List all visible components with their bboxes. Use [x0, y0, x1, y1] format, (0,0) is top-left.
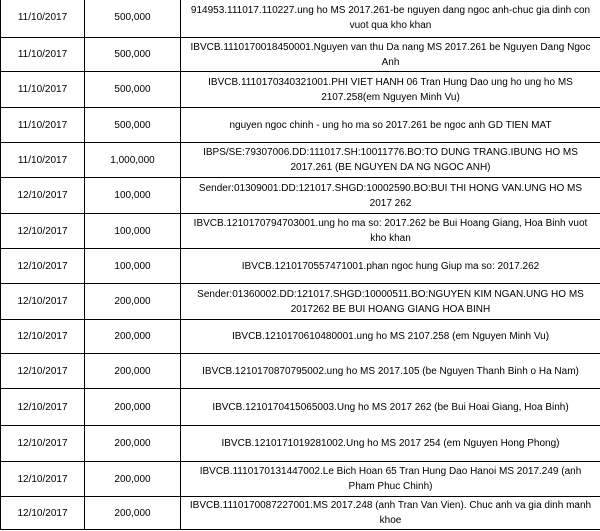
- table-row: [1, 0, 600, 38]
- table-row: [1, 497, 600, 530]
- amount-cell: 200,000: [85, 426, 181, 462]
- table-row: [1, 426, 600, 462]
- amount-cell: 100,000: [85, 249, 181, 284]
- date-cell: 12/10/2017: [1, 354, 85, 389]
- table-row: [1, 38, 600, 72]
- table-row: [1, 143, 600, 178]
- date-cell: 12/10/2017: [1, 249, 85, 284]
- description-cell: Sender:01309001.DD:121017.SHGD:10002590.BO:BUI THI HONG VAN.UNG HO MS 2017 262: [181, 178, 600, 214]
- amount-cell: 500,000: [85, 38, 181, 72]
- table-row: [1, 108, 600, 143]
- amount-cell: 500,000: [85, 72, 181, 108]
- date-cell: 12/10/2017: [1, 462, 85, 497]
- date-cell: 12/10/2017: [1, 389, 85, 426]
- description-cell: IBVCB.1110170018450001.Nguyen van thu Da nang MS 2017.261 be Nguyen Dang Ngoc Anh: [181, 38, 600, 72]
- description-cell: IBVCB.1210170610480001.ung ho MS 2107.258 (em Nguyen Minh Vu): [181, 320, 600, 354]
- table-row: [1, 249, 600, 284]
- table-row: [1, 178, 600, 214]
- date-cell: 12/10/2017: [1, 320, 85, 354]
- description-cell: Sender:01360002.DD:121017.SHGD:10000511.BO:NGUYEN KIM NGAN.UNG HO MS 2017262 BE BUI HOANG GIANG HOA BINH: [181, 284, 600, 320]
- date-cell: 12/10/2017: [1, 214, 85, 249]
- date-cell: 12/10/2017: [1, 178, 85, 214]
- description-cell: 914953.111017.110227.ung ho MS 2017.261-be nguyen dang ngoc anh-chuc gia dinh con vuot qua kho khan: [181, 0, 600, 38]
- date-cell: 11/10/2017: [1, 143, 85, 178]
- date-cell: 11/10/2017: [1, 108, 85, 143]
- amount-cell: 200,000: [85, 284, 181, 320]
- table-row: [1, 462, 600, 497]
- date-cell: 12/10/2017: [1, 497, 85, 530]
- date-cell: 12/10/2017: [1, 284, 85, 320]
- description-cell: IBVCB.1210170870795002.ung ho MS 2017.105 (be Nguyen Thanh Binh o Ha Nam): [181, 354, 600, 389]
- amount-cell: 500,000: [85, 0, 181, 38]
- amount-cell: 500,000: [85, 108, 181, 143]
- description-cell: IBVCB.1110170131447002.Le Bich Hoan 65 Tran Hung Dao Hanoi MS 2017.249 (anh Pham Phuc Chinh): [181, 462, 600, 497]
- amount-cell: 200,000: [85, 320, 181, 354]
- amount-cell: 100,000: [85, 178, 181, 214]
- date-cell: 12/10/2017: [1, 426, 85, 462]
- amount-cell: 200,000: [85, 354, 181, 389]
- date-cell: 11/10/2017: [1, 72, 85, 108]
- description-cell: IBVCB.1210170557471001.phan ngoc hung Giup ma so: 2017.262: [181, 249, 600, 284]
- amount-cell: 200,000: [85, 462, 181, 497]
- table-row: [1, 389, 600, 426]
- description-cell: IBVCB.1110170340321001.PHI VIET HANH 06 Tran Hung Dao ung ho ung ho MS 2107.258(em Nguyen Minh Vu): [181, 72, 600, 108]
- table-row: [1, 284, 600, 320]
- amount-cell: 200,000: [85, 389, 181, 426]
- description-cell: IBPS/SE:79307006.DD:111017.SH:10011776.BO:TO DUNG TRANG.IBUNG HO MS 2017.261 (BE NGUYEN DA NG NGOC ANH): [181, 143, 600, 178]
- table-row: [1, 320, 600, 354]
- date-cell: 11/10/2017: [1, 0, 85, 38]
- table-row: [1, 354, 600, 389]
- amount-cell: 1,000,000: [85, 143, 181, 178]
- description-cell: nguyen ngoc chinh - ung ho ma so 2017.261 be ngoc anh GD TIEN MAT: [181, 108, 600, 143]
- description-cell: IBVCB.1210170794703001.ung ho ma so: 2017.262 be Bui Hoang Giang, Hoa Binh vuot kho khan: [181, 214, 600, 249]
- description-cell: IBVCB.1210171019281002.Ung ho MS 2017 254 (em Nguyen Hong Phong): [181, 426, 600, 462]
- description-cell: IBVCB.1110170087227001.MS 2017.248 (anh Tran Van Vien). Chuc anh va gia dinh manh khoe: [181, 497, 600, 530]
- donations-table-body: [1, 0, 600, 530]
- date-cell: 11/10/2017: [1, 38, 85, 72]
- amount-cell: 100,000: [85, 214, 181, 249]
- table-row: [1, 72, 600, 108]
- table-row: [1, 214, 600, 249]
- amount-cell: 200,000: [85, 497, 181, 530]
- description-cell: IBVCB.1210170415065003.Ung ho MS 2017 262 (be Bui Hoai Giang, Hoa Binh): [181, 389, 600, 426]
